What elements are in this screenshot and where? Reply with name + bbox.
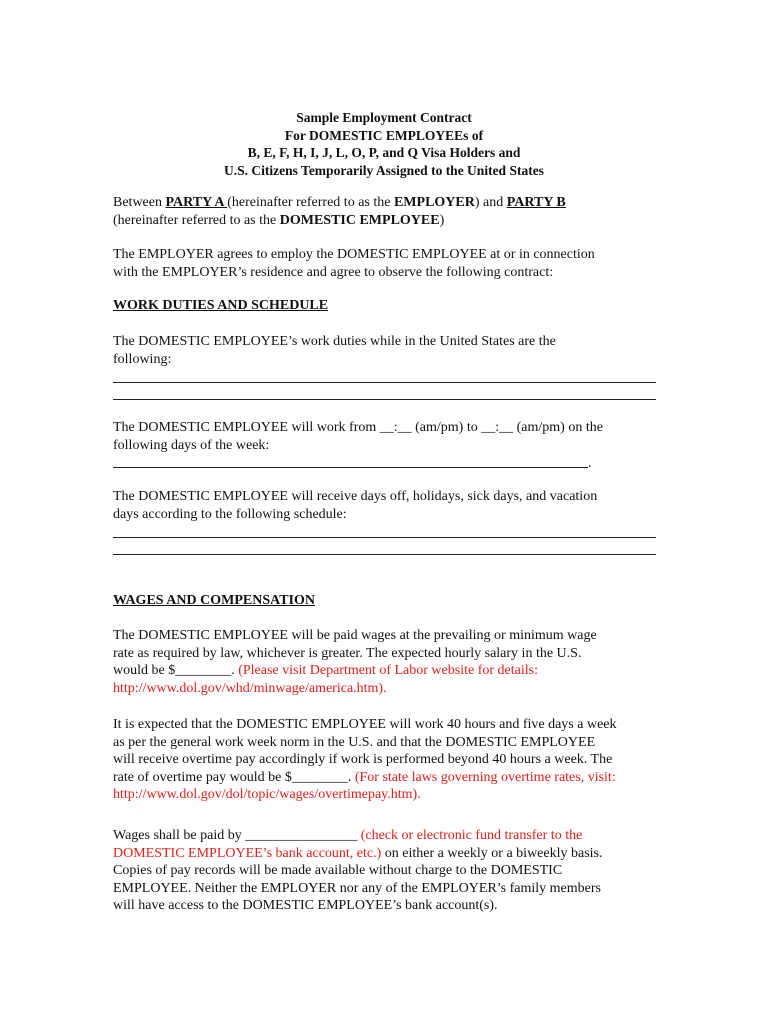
- hours-line-2: following days of the week:: [113, 437, 270, 453]
- pay-line-4: EMPLOYEE. Neither the EMPLOYER nor any of the EMPLOYER’s family members: [113, 880, 601, 896]
- days-end-period: .: [588, 456, 592, 471]
- payment-paragraph: [113, 827, 658, 915]
- title-line-4: U.S. Citizens Temporarily Assigned to the United States: [224, 162, 544, 178]
- party-a-label: PARTY A: [165, 195, 228, 210]
- agreement-paragraph: [113, 246, 658, 281]
- parties-paragraph: [113, 194, 658, 229]
- ot-line-4-text: rate of overtime pay would be $________.: [113, 769, 355, 785]
- days-off-blank-line-2: [113, 554, 656, 555]
- dol-wage-link: http://www.dol.gov/whd/minwage/america.htm).: [113, 680, 387, 696]
- duties-line-2: following:: [113, 351, 172, 367]
- days-off-blank-line-1: [113, 537, 656, 538]
- employer-term: EMPLOYER: [393, 195, 475, 210]
- between-text: Between: [113, 195, 166, 210]
- agreement-line-2: with the EMPLOYER’s residence and agree to observe the following contract:: [113, 264, 554, 280]
- wage-line-3: [113, 662, 658, 680]
- wage-line-1: The DOMESTIC EMPLOYEE will be paid wages at the prevailing or minimum wage: [113, 628, 597, 643]
- work-duties-heading: WORK DUTIES AND SCHEDULE: [113, 298, 329, 313]
- duties-blank-line-1: [113, 382, 656, 383]
- payment-method-note: (check or electronic fund transfer to the: [360, 828, 583, 843]
- party-b-ref-text: (hereinafter referred to as the: [113, 212, 280, 228]
- parties-line-1: [113, 194, 658, 212]
- party-a-ref-text: (hereinafter referred to as the: [227, 195, 394, 210]
- party-b-label: PARTY B: [506, 195, 566, 210]
- wages-heading: WAGES AND COMPENSATION: [113, 593, 315, 608]
- days-off-paragraph: [113, 488, 658, 523]
- and-text: ) and: [474, 195, 507, 210]
- pay-line-1-text: Wages shall be paid by ________________: [113, 828, 361, 843]
- wage-line-3-text: would be $________.: [113, 663, 239, 678]
- pay-line-3: Copies of pay records will be made available without charge to the DOMESTIC: [113, 863, 563, 878]
- pay-line-1: [113, 827, 658, 845]
- title-line-2: For DOMESTIC EMPLOYEEs of: [284, 127, 484, 143]
- pay-line-2: [113, 845, 658, 863]
- ot-line-4: [113, 769, 658, 787]
- ot-line-1: It is expected that the DOMESTIC EMPLOYEE will work 40 hours and five days a week: [113, 717, 617, 732]
- title-line-3: B, E, F, H, I, J, L, O, P, and Q Visa Holders and: [247, 145, 521, 160]
- overtime-note: (For state laws governing overtime rates, visit:: [354, 769, 616, 785]
- hours-paragraph: [113, 419, 658, 454]
- parties-line-2: [113, 212, 658, 230]
- ot-line-2: as per the general work week norm in the U.S. and that the DOMESTIC EMPLOYEE: [113, 734, 596, 750]
- title-line-1: Sample Employment Contract: [296, 110, 472, 125]
- wage-line-2: rate as required by law, whichever is greater. The expected hourly salary in the U.S.: [113, 645, 582, 661]
- days-off-line-2: days according to the following schedule:: [113, 506, 347, 522]
- pay-line-5: will have access to the DOMESTIC EMPLOYEE’s bank account(s).: [113, 898, 498, 913]
- duties-blank-line-2: [113, 399, 656, 400]
- wage-paragraph: [113, 627, 658, 697]
- domestic-employee-term: DOMESTIC EMPLOYEE: [279, 212, 440, 228]
- duties-line-1: The DOMESTIC EMPLOYEE’s work duties while in the United States are the: [113, 334, 556, 349]
- hours-line-1: The DOMESTIC EMPLOYEE will work from __:__ (am/pm) to __:__ (am/pm) on the: [113, 420, 603, 435]
- bank-account-note: DOMESTIC EMPLOYEE’s bank account, etc.): [113, 845, 382, 861]
- document-title: [0, 109, 768, 179]
- overtime-link: http://www.dol.gov/dol/topic/wages/overtimepay.htm).: [113, 787, 421, 802]
- ot-line-3: will receive overtime pay accordingly if work is performed beyond 40 hours a week. The: [113, 752, 613, 767]
- overtime-paragraph: [113, 716, 658, 804]
- close-paren: ): [439, 212, 445, 228]
- dol-wage-note: (Please visit Department of Labor website for details:: [238, 663, 538, 678]
- agreement-line-1: The EMPLOYER agrees to employ the DOMESTIC EMPLOYEE at or in connection: [113, 247, 595, 262]
- days-blank-line: [113, 467, 588, 468]
- pay-line-2-text: on either a weekly or a biweekly basis.: [381, 845, 603, 861]
- duties-paragraph: [113, 333, 658, 368]
- days-off-line-1: The DOMESTIC EMPLOYEE will receive days off, holidays, sick days, and vacation: [113, 489, 598, 504]
